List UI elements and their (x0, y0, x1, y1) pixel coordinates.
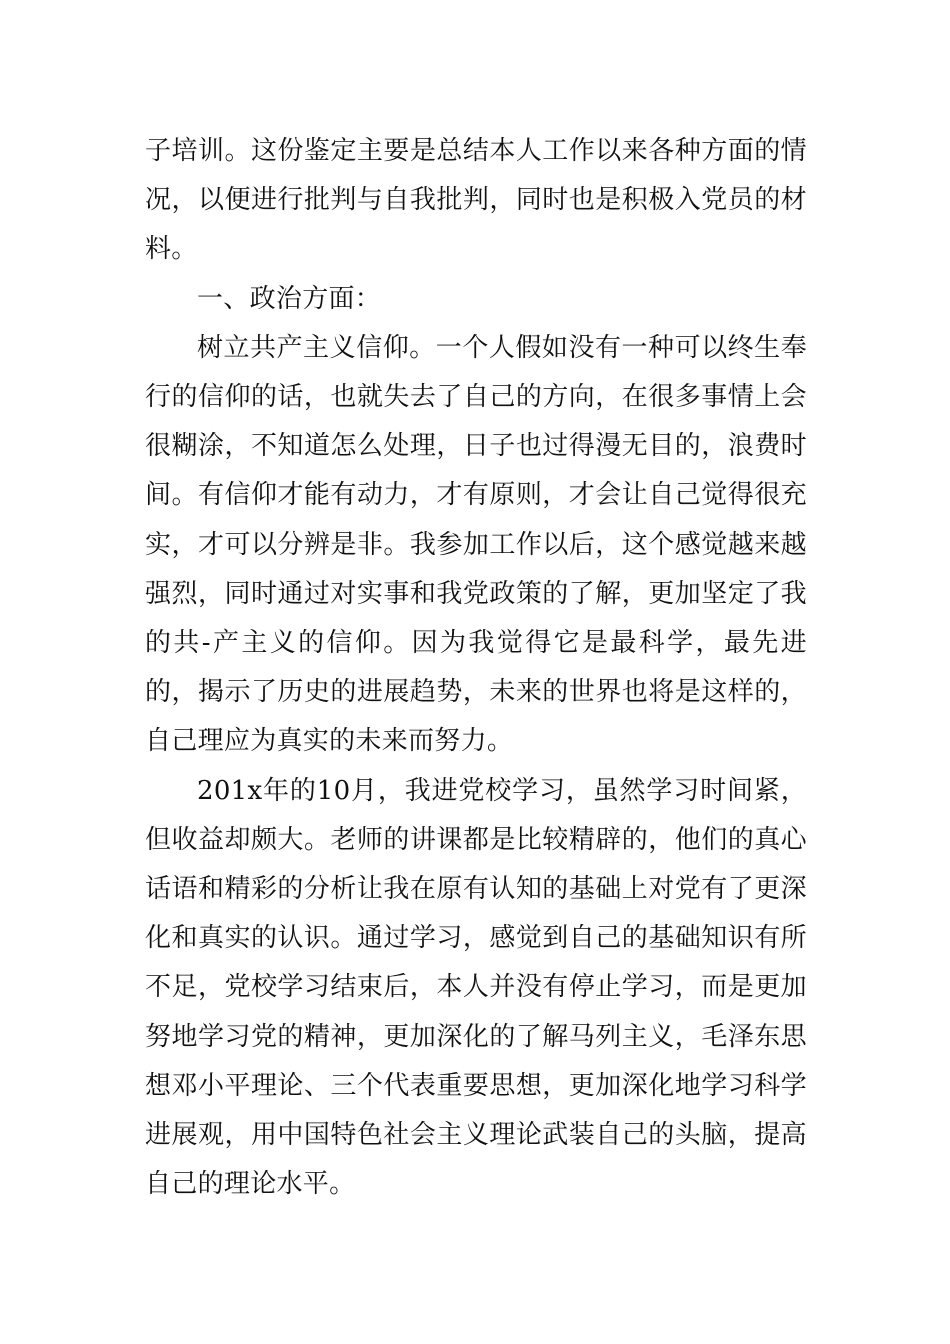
document-body (145, 127, 807, 1209)
section-heading-politics: 一、政治方面： (197, 283, 382, 314)
paragraph-continuation: 子培训。这份鉴定主要是总结本人工作以来各种方面的情况，以便进行批判与自我批判，同时也是积极入党员的材料。 (145, 136, 807, 265)
paragraph-belief: 树立共产主义信仰。一个人假如没有一种可以终生奉行的信仰的话，也就失去了自己的方向，在很多事情上会很糊涂，不知道怎么处理，日子也过得漫无目的，浪费时间。有信仰才能有动力，才有原则，才会让自己觉得很充实，才可以分辨是非。我参加工作以后，这个感觉越来越强烈，同时通过对实事和我党政策的了解，更加坚定了我的共-产主义的信仰。因为我觉得它是最科学，最先进的，揭示了历史的进展趋势，未来的世界也将是这样的，自己理应为真实的未来而努力。 (145, 332, 807, 757)
paragraph-party-school: 201x年的10月，我进党校学习，虽然学习时间紧，但收益却颇大。老师的讲课都是比较精辟的，他们的真心话语和精彩的分析让我在原有认知的基础上对党有了更深化和真实的认识。通过学习，感觉到自己的基础知识有所不足，党校学习结束后，本人并没有停止学习，而是更加努地学习党的精神，更加深化的了解马列主义，毛泽东思想邓小平理论、三个代表重要思想，更加深化地学习科学进展观，用中国特色社会主义理论武装自己的头脑，提高自己的理论水平。 (145, 775, 807, 1200)
